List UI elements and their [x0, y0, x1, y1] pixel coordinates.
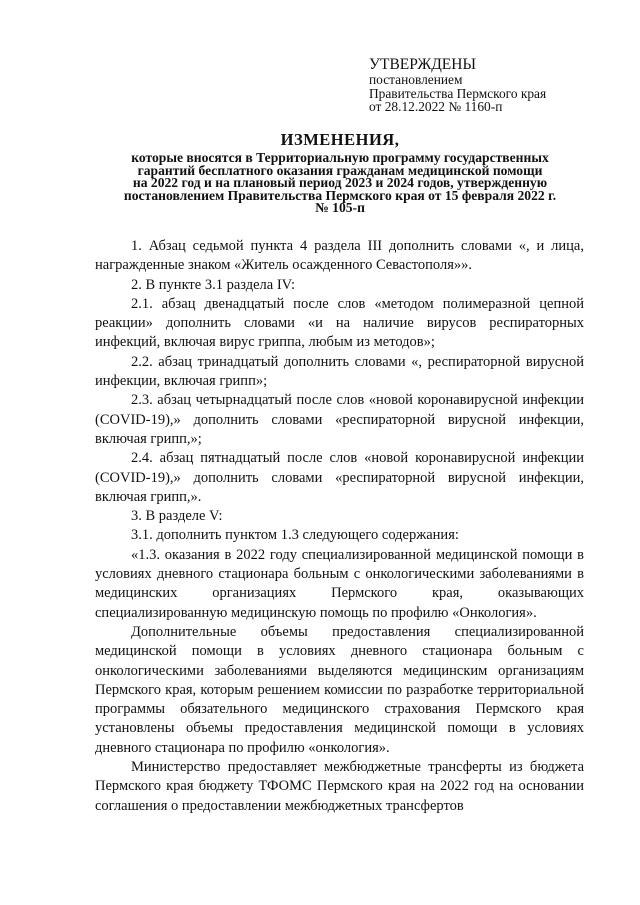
- paragraph: Министерство предоставляет межбюджетные трансферты из бюджета Пермского края бюджету ТФОМС Пермского края на 2022 год на основании соглашения о предоставлении межбюджетных трансфертов: [95, 759, 584, 814]
- paragraph: «1.3. оказания в 2022 году специализированной медицинской помощи в условиях дневного стационара больным с онкологическими заболеваниями в медицинских организациях Пермского края, оказывающих специализированную медицинскую помощь по профилю «Онкология».: [95, 546, 584, 621]
- paragraph: 1. Абзац седьмой пункта 4 раздела III дополнить словами «, и лица, награжденные знаком «Житель осажденного Севастополя»».: [95, 238, 584, 274]
- approval-line-3: от 28.12.2022 № 1160-п: [369, 99, 503, 114]
- paragraph: 2.2. абзац тринадцатый дополнить словами «, респираторной вирусной инфекции, включая грипп»;: [95, 353, 584, 390]
- paragraph: 2. В пункте 3.1 раздела IV:: [131, 276, 296, 293]
- document-heading: [90, 130, 590, 215]
- heading-subtitle-line-1: которые вносятся в Территориальную программу государственных: [131, 150, 549, 165]
- paragraph: 2.3. абзац четырнадцатый после слов «новой коронавирусной инфекции (COVID-19),» дополнить словами «респираторной вирусной инфекции, включая грипп,»;: [95, 392, 584, 447]
- approval-line-1: постановлением: [369, 72, 463, 87]
- approval-title: УТВЕРЖДЕНЫ: [369, 56, 476, 73]
- paragraph: 3. В разделе V:: [131, 508, 223, 525]
- heading-subtitle-line-3: на 2022 год и на плановый период 2023 и 2024 годов, утвержденную: [132, 175, 548, 191]
- heading-subtitle-line-5: № 105-п: [315, 200, 365, 216]
- heading-subtitle-line-2: гарантий бесплатного оказания гражданам медицинской помощи: [137, 162, 543, 178]
- paragraph: 3.1. дополнить пунктом 1.3 следующего содержания:: [131, 527, 459, 544]
- paragraph: 2.1. абзац двенадцатый после слов «методом полимеразной цепной реакции» дополнить словами «и на наличие вирусов респираторных инфекций, включая вирус гриппа, любым из методов»;: [95, 295, 584, 351]
- approval-line-2: Правительства Пермского края: [369, 85, 547, 101]
- paragraph: Дополнительные объемы предоставления специализированной медицинской помощи в условиях дневного стационара больным с онкологическими заболеваниями выделяются медицинским организациям Пермского края, которым решением комиссии по разработке территориальной программы обязательного медицинского страхования Пермского края установлены объемы предоставления медицинской помощи в условиях дневного стационара по профилю «онкология».: [95, 623, 584, 756]
- heading-subtitle-line-4: постановлением Правительства Пермского края от 15 февраля 2022 г.: [123, 187, 557, 203]
- heading-title: ИЗМЕНЕНИЯ,: [280, 130, 400, 149]
- paragraph: 2.4. абзац пятнадцатый после слов «новой коронавирусной инфекции (COVID-19),» дополнить словами «респираторной вирусной инфекции, включая грипп,».: [95, 450, 584, 505]
- document-body: [95, 237, 584, 816]
- approval-block: [369, 57, 609, 114]
